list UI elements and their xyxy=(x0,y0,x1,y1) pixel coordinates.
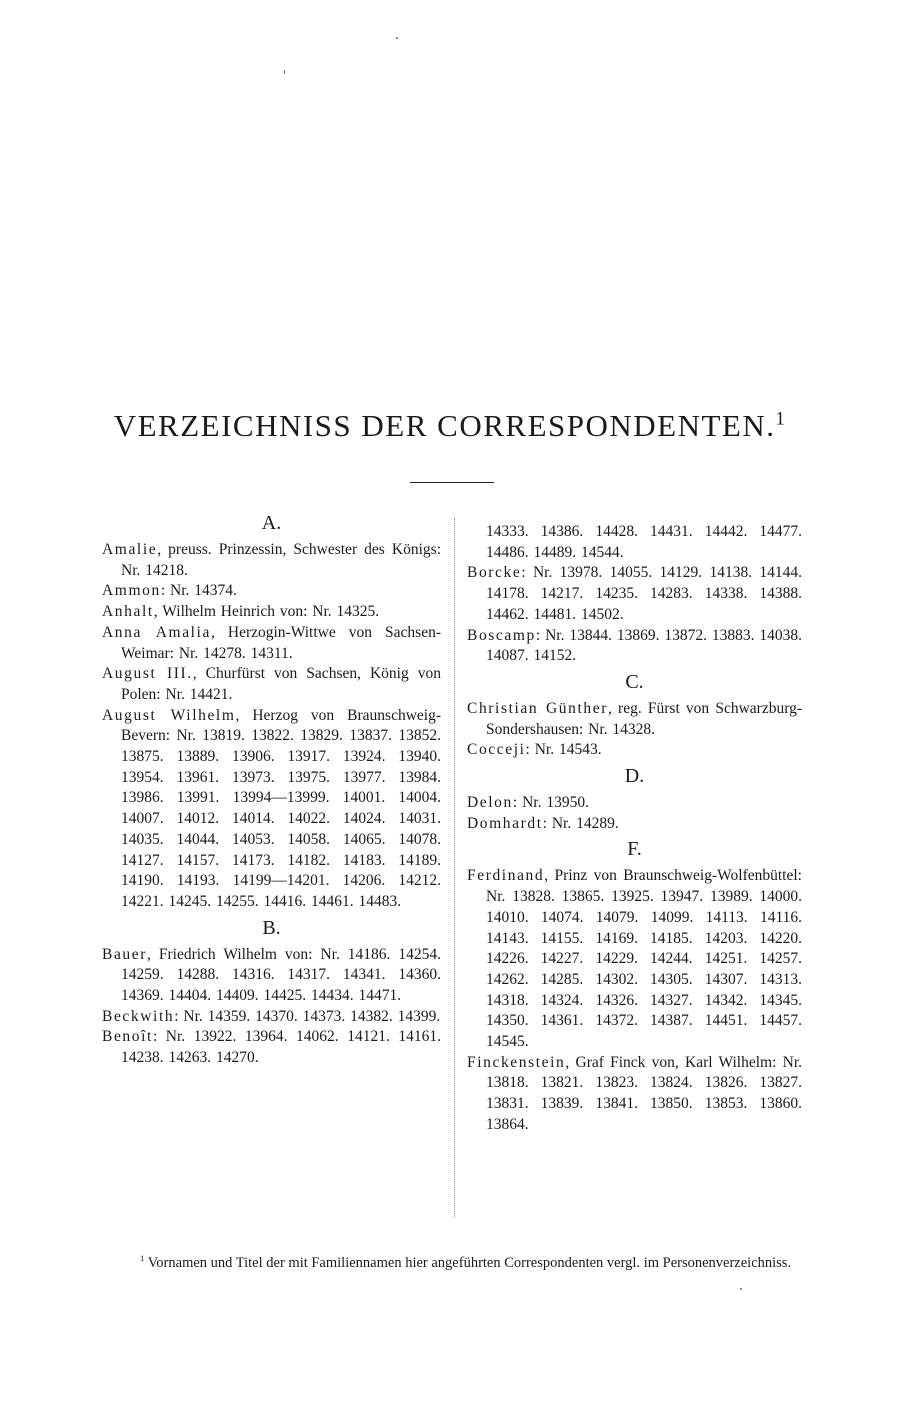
right-column xyxy=(467,522,802,1136)
correspondent-references: , Wilhelm Heinrich von: Nr. 14325. xyxy=(153,603,380,621)
correspondent-references: , Friedrich Wilhelm von: Nr. 14186. 14254. 14259. 14288. 14316. 14317. 14341. 14360. 14369. 14404. 14409. 14425. 14434. 14471. xyxy=(121,945,441,1005)
correspondent-name: Ferdinand xyxy=(467,867,545,885)
correspondent-entry xyxy=(102,581,441,602)
section-letter: B. xyxy=(262,916,281,939)
page-title xyxy=(0,408,900,444)
footnote xyxy=(102,1248,802,1273)
title-rule xyxy=(410,482,494,483)
correspondent-references: : Nr. 13922. 13964. 14062. 14121. 14161. 14238. 14263. 14270. xyxy=(121,1028,441,1067)
correspondent-name: Ammon xyxy=(102,582,161,600)
correspondent-entry xyxy=(467,626,802,667)
print-speck xyxy=(740,1288,742,1290)
correspondent-entry xyxy=(467,740,802,761)
correspondent-references: , Herzogin-Wittwe von Sachsen-Weimar: Nr. 14278. 14311. xyxy=(121,623,441,662)
section-letter: C. xyxy=(625,670,644,693)
correspondent-entry xyxy=(102,1007,441,1028)
correspondent-entry xyxy=(467,1053,802,1136)
correspondent-entry xyxy=(102,664,441,705)
title-footnote-mark: 1 xyxy=(775,408,787,430)
correspondent-references: : Nr. 13844. 13869. 13872. 13883. 14038. 14087. 14152. xyxy=(486,626,802,665)
correspondent-name: Christian Günther xyxy=(467,699,608,717)
correspondent-entry xyxy=(467,699,802,740)
footnote-mark: 1 xyxy=(140,1253,145,1263)
correspondent-entry xyxy=(467,563,802,625)
correspondent-references: : Nr. 14359. 14370. 14373. 14382. 14399. xyxy=(174,1007,441,1025)
correspondent-references: , Prinz von Braunschweig-Wolfenbüttel: Nr. 13828. 13865. 13925. 13947. 13989. 14000. 14010. 14074. 14079. 14099. 14113. 14116. 14143. 14155. 14169. 14185. 14203. 14220. 14226. 14227. 14229. 14244. 14251. 14257. 14262. 14285. 14302. 14305. 14307. 14313. 14318. 14324. 14326. 14327. 14342. 14345. 14350. 14361. 14372. 14387. 14451. 14457. 14545. xyxy=(486,867,802,1051)
correspondent-references: : Nr. 14289. xyxy=(542,814,619,832)
correspondent-references: , Herzog von Braunschweig-Bevern: Nr. 13819. 13822. 13829. 13837. 13852. 13875. 13889. 13906. 13917. 13924. 13940. 13954. 13961. 13973. 13975. 13977. 13984. 13986. 13991. 13994—13999. 14001. 14004. 14007. 14012. 14014. 14022. 14024. 14031. 14035. 14044. 14053. 14058. 14065. 14078. 14127. 14157. 14173. 14182. 14183. 14189. 14190. 14193. 14199—14201. 14206. 14212. 14221. 14245. 14255. 14416. 14461. 14483. xyxy=(121,706,441,910)
correspondent-references: , preuss. Prinzessin, Schwester des Königs: Nr. 14218. xyxy=(121,541,441,579)
print-speck xyxy=(284,70,285,74)
correspondent-references: : Nr. 13950. xyxy=(512,794,589,812)
correspondent-entry xyxy=(102,706,441,913)
correspondent-name: Anhalt xyxy=(102,603,154,621)
correspondent-references: , Churfürst von Sachsen, König von Polen: Nr. 14421. xyxy=(121,665,441,703)
correspondent-name: Delon xyxy=(467,794,513,812)
correspondent-entry xyxy=(467,866,802,1052)
correspondent-name: Amalie xyxy=(102,541,158,558)
correspondent-name: Cocceji xyxy=(467,741,526,759)
correspondent-name: Beckwith xyxy=(102,1007,175,1025)
section-letter: D. xyxy=(624,765,645,788)
correspondent-references: , reg. Fürst von Schwarzburg-Sondershausen: Nr. 14328. xyxy=(486,699,802,738)
correspondent-references: 14333. 14386. 14428. 14431. 14442. 14477. 14486. 14489. 14544. xyxy=(486,523,802,561)
section-letter: A. xyxy=(261,512,282,534)
correspondent-entry xyxy=(467,522,802,563)
correspondent-entry xyxy=(102,540,441,581)
correspondent-name: August Wilhelm xyxy=(102,706,236,724)
print-speck xyxy=(396,37,398,39)
correspondent-entry xyxy=(102,623,441,664)
correspondent-entry xyxy=(467,814,802,835)
correspondent-references: : Nr. 14543. xyxy=(525,741,602,759)
correspondent-name: Benoît xyxy=(102,1028,153,1046)
correspondent-name: Finckenstein xyxy=(467,1053,566,1071)
correspondent-references: , Graf Finck von, Karl Wilhelm: Nr. 13818. 13821. 13823. 13824. 13826. 13827. 13831. 13839. 13841. 13850. 13853. 13860. 13864. xyxy=(486,1053,802,1133)
correspondent-name: Domhardt xyxy=(467,814,543,832)
correspondent-name: Boscamp xyxy=(467,626,536,644)
correspondent-name: Borcke xyxy=(467,564,522,582)
correspondent-name: Bauer xyxy=(102,945,148,963)
correspondent-entry xyxy=(467,793,802,814)
correspondent-entry xyxy=(102,1027,441,1068)
correspondent-references: : Nr. 14374. xyxy=(160,582,237,600)
footnote-text: Vornamen und Titel der mit Familiennamen hier angeführten Correspondenten vergl. im Personenverzeichniss. xyxy=(144,1254,792,1271)
correspondent-name: August III. xyxy=(102,665,193,683)
left-column xyxy=(102,512,441,1069)
correspondent-references: : Nr. 13978. 14055. 14129. 14138. 14144. 14178. 14217. 14235. 14283. 14338. 14388. 14462. 14481. 14502. xyxy=(486,564,802,623)
correspondent-name: Anna Amalia xyxy=(102,623,211,641)
page-title-text: VERZEICHNISS DER CORRESPONDENTEN. xyxy=(113,408,776,443)
column-divider xyxy=(454,518,455,1218)
correspondent-entry xyxy=(102,602,441,623)
section-letter: F. xyxy=(627,838,642,861)
correspondent-entry xyxy=(102,945,441,1007)
